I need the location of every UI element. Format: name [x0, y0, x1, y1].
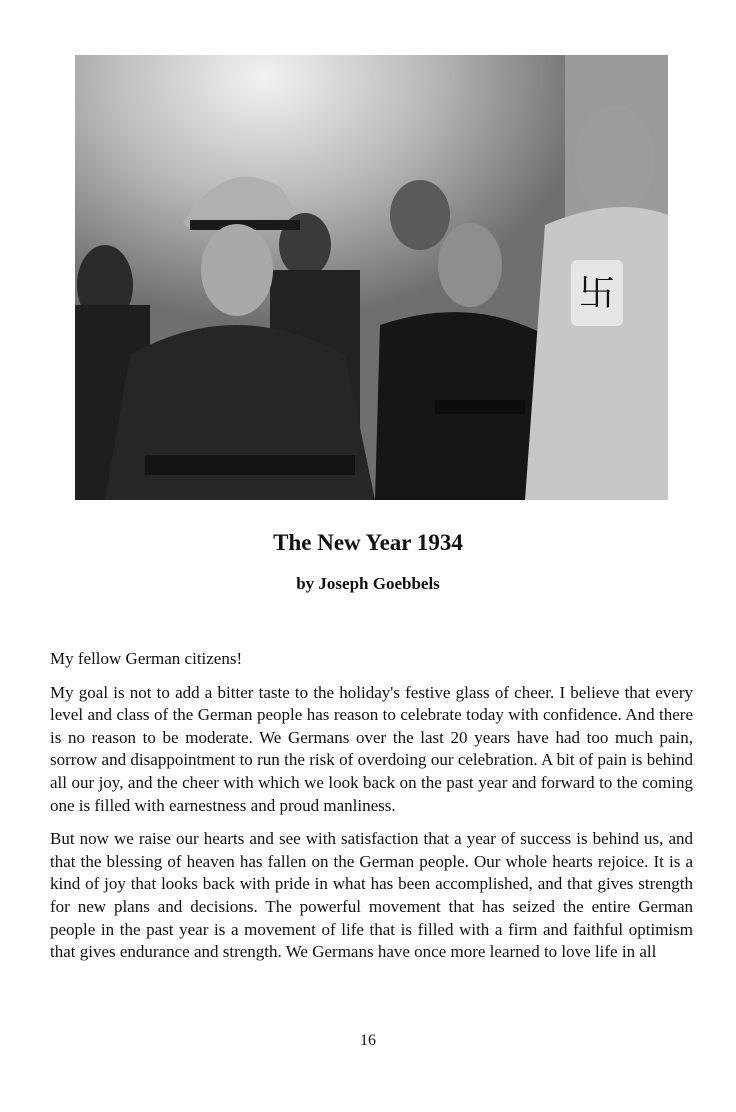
photograph-image: [75, 55, 668, 500]
body-paragraph: My goal is not to add a bitter taste to the holiday's festive glass of cheer. I believe that every level and class of the German people has reason to celebrate today with confidence. And there is no reason to be moderate. We Germans over the last 20 years have had too much pain, sorrow and disappointment to run the risk of overdoing our celebration. A bit of pain is behind all our joy, and the cheer with which we look back on the past year and forward to the coming one is filled with earnestness and proud manliness.: [50, 682, 693, 815]
body-paragraph: But now we raise our hearts and see with satisfaction that a year of success is behind us, and that the blessing of heaven has fallen on the German people. Our whole hearts rejoice. It is a kind of joy that looks back with pride in what has been accomplished, and that gives strength for new plans and decisions. The powerful movement that has seized the entire German people in the past year is a movement of life that is filled with a firm and faithful optimism that gives endurance and strength. We Germans have once more learned to love life in all: [50, 829, 693, 962]
article-byline: by Joseph Goebbels: [296, 574, 440, 593]
historical-photograph: [75, 55, 668, 500]
salutation-paragraph: My fellow German citizens!: [50, 649, 243, 668]
article-title: The New Year 1934: [273, 530, 463, 555]
article-body: [50, 648, 693, 975]
svg-text:卐: 卐: [578, 273, 616, 314]
page-number: 16: [360, 1032, 376, 1049]
